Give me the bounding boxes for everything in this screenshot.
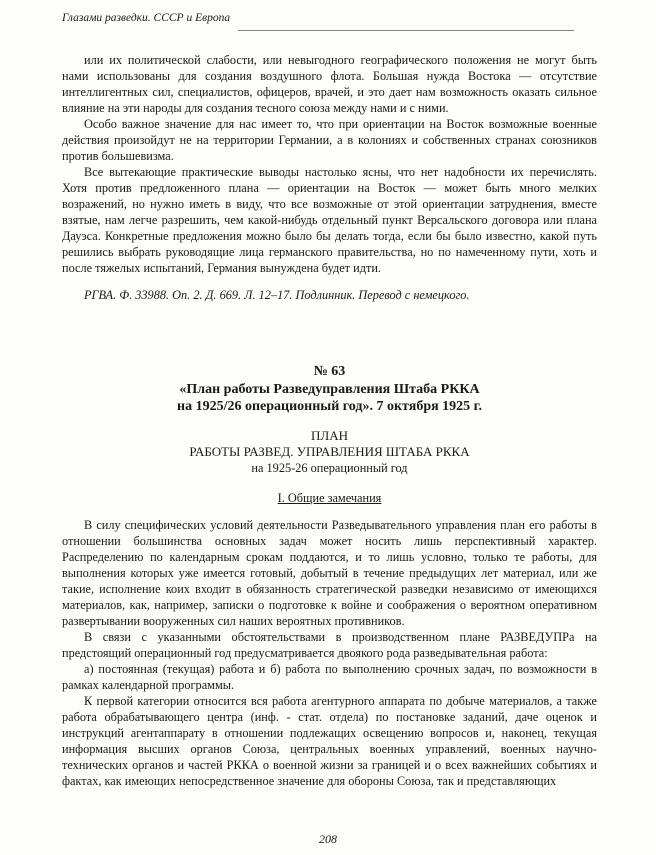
document-title-line: на 1925/26 операционный год». 7 октября 1925 г. [177, 399, 482, 414]
page-body [62, 52, 597, 789]
list-line: а) постоянная (текущая) работа и б) работа по выполнению срочных задач, по возможности в рамках календарной программы. [62, 662, 597, 692]
running-head: Глазами разведки. СССР и Европа [62, 12, 231, 24]
paragraph: В силу специфических условий деятельности Разведывательного управления план его работы в отношении большинства основных задач может носить лишь перспективный характер. Распределению по календарным срокам поддаются, и то лишь условно, только те работы, для выполнения которых уже имеется готовый, добытый в течение предыдущих лет материал, или же такие, исполнение коих входит в обязанность стратегической разведки независимо от имеющихся материалов, как, например, записки о подготовке к войне и соображения о вероятном оперативном развертывании вооруженных сил наших вероятных противников. [62, 518, 597, 628]
section-heading: I. Общие замечания [277, 491, 382, 505]
plan-heading: ПЛАН [311, 428, 348, 443]
paragraph: К первой категории относится вся работа агентурного аппарата по добыче материалов, а также работа обрабатывающего центра (инф. - стат. отдела) по постановке заданий, даче оценок и инструкций агентаппарату в отношении подлежащих освещению вопросов и, наконец, текущая информация высших органов Союза, центральных военных управлений, военных научно-технических органов и частей РККА о военной жизни за границей и о всех важнейших событиях и фактах, как имеющих непосредственное значение для обороны Союза, так и представляющих [62, 694, 597, 788]
page-number: 208 [319, 832, 337, 846]
plan-subheading: РАБОТЫ РАЗВЕД. УПРАВЛЕНИЯ ШТАБА РККА [189, 444, 470, 459]
paragraph: Все вытекающие практические выводы настолько ясны, что нет надобности их перечислять. Хотя против предложенного плана — ориентации на Восток — может быть много мелких возражений, но нужно иметь в виду, что все возможные от этой ориентации затруднения, вместе взятые, нам легче разрешить, чем какой-нибудь отдельный пункт Версальского договора или плана Дауэса. Конкретные предложения можно было бы делать тогда, если бы было известно, какой путь решились выбрать руководящие лица германского правительства, но по намеченному пути, хоть и после тяжелых испытаний, Германия вынуждена будет идти. [62, 165, 597, 275]
document-title-line: «План работы Разведуправления Штаба РККА [179, 382, 480, 397]
paragraph: В связи с указанными обстоятельствами в производственном плане РАЗВЕДУПРа на предстоящий операционный год предусматривается двоякого рода разведывательная работа: [62, 630, 597, 660]
paragraph: или их политической слабости, или невыгодного географического положения не могут быть нами использованы для создания воздушного флота. Большая нужда Востока — отсутствие интеллигентных сил, специалистов, офицеров, врачей, и это дает нам возможность оказать сильное влияние на эти народы для создания тесного союза между нами и с ними. [62, 53, 597, 115]
archival-source-note: РГВА. Ф. 33988. Оп. 2. Д. 669. Л. 12–17. Подлинник. Перевод с немецкого. [84, 288, 470, 302]
header-rule [238, 30, 574, 31]
document-number: № 63 [313, 364, 346, 379]
paragraph: Особо важное значение для нас имеет то, что при ориентации на Восток возможные военные действия произойдут не на территории Германии, а в колониях и собственных странах союзников против большевизма. [62, 117, 597, 163]
plan-period: на 1925-26 операционный год [251, 461, 408, 475]
